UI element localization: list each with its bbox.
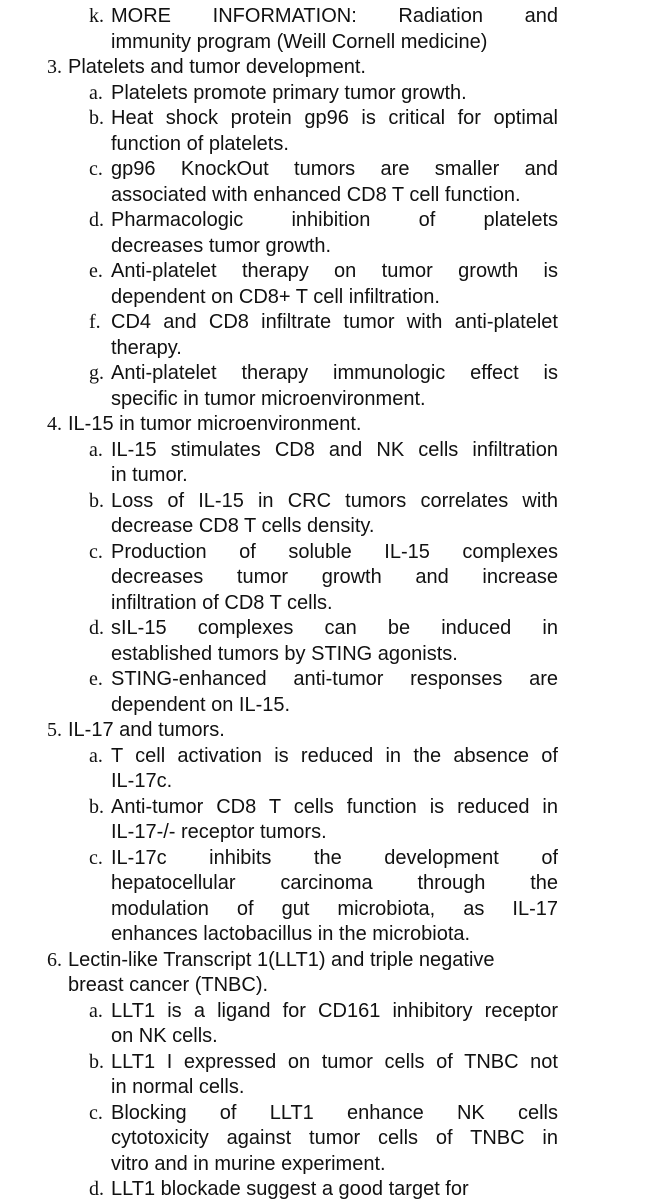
list-marker: g. bbox=[89, 362, 104, 384]
list-item-line: IL-17c. bbox=[111, 770, 173, 792]
list-item-line: LLT1 I expressed on tumor cells of TNBC not bbox=[111, 1050, 558, 1073]
list-marker: c. bbox=[89, 158, 103, 180]
list-item-line: immunity program (Weill Cornell medicine) bbox=[111, 30, 488, 53]
list-marker: c. bbox=[89, 1101, 103, 1124]
list-item-line: CD4 and CD8 infiltrate tumor with anti-platelet bbox=[111, 311, 558, 333]
list-item-line: IL-17-/- receptor tumors. bbox=[111, 821, 327, 843]
list-marker: k. bbox=[89, 5, 104, 27]
list-item-line: associated with enhanced CD8 T cell function. bbox=[111, 183, 521, 206]
list-item-line: Heat shock protein gp96 is critical for optimal bbox=[111, 107, 558, 129]
section-number: 3. bbox=[47, 56, 62, 78]
list-item-line: infiltration of CD8 T cells. bbox=[111, 591, 333, 614]
list-marker: b. bbox=[89, 489, 104, 512]
list-item-line: on NK cells. bbox=[111, 1025, 218, 1047]
list-item-line: in normal cells. bbox=[111, 1076, 245, 1098]
list-item-line: Anti-platelet therapy immunologic effect is bbox=[111, 362, 558, 384]
list-marker: a. bbox=[89, 81, 103, 104]
list-marker: a. bbox=[89, 744, 103, 767]
section-number: 4. bbox=[47, 413, 62, 435]
list-item-line: gp96 KnockOut tumors are smaller and bbox=[111, 158, 558, 180]
list-item-line: decreases tumor growth. bbox=[111, 234, 332, 257]
list-item-line: IL-15 stimulates CD8 and NK cells infiltration bbox=[111, 438, 558, 461]
list-item-line: Production of soluble IL-15 complexes bbox=[111, 540, 558, 563]
list-marker: d. bbox=[89, 1178, 104, 1200]
list-marker: e. bbox=[89, 260, 103, 282]
section-heading: Platelets and tumor development. bbox=[68, 56, 366, 78]
list-marker: d. bbox=[89, 209, 104, 231]
list-item-line: sIL-15 complexes can be induced in bbox=[111, 617, 558, 639]
list-item-line: dependent on CD8+ T cell infiltration. bbox=[111, 285, 440, 308]
list-item-line: LLT1 is a ligand for CD161 inhibitory receptor bbox=[111, 999, 558, 1022]
list-item-line: dependent on IL-15. bbox=[111, 693, 291, 716]
list-item-line: decreases tumor growth and increase bbox=[111, 566, 558, 588]
list-marker: a. bbox=[89, 438, 103, 461]
section-number: 6. bbox=[47, 948, 62, 971]
list-item-line: in tumor. bbox=[111, 464, 188, 486]
list-item-line: Anti-platelet therapy on tumor growth is bbox=[111, 260, 558, 282]
list-item-line: therapy. bbox=[111, 336, 182, 359]
list-item-line: MORE INFORMATION: Radiation and bbox=[111, 5, 558, 27]
list-marker: f. bbox=[89, 311, 101, 333]
list-marker: a. bbox=[89, 999, 103, 1022]
section-heading-continued: breast cancer (TNBC). bbox=[68, 974, 269, 996]
list-item-line: Pharmacologic inhibition of platelets bbox=[111, 209, 558, 231]
list-item-line: Platelets promote primary tumor growth. bbox=[111, 81, 467, 104]
list-item-line: STING-enhanced anti-tumor responses are bbox=[111, 668, 558, 690]
list-item-line: decrease CD8 T cells density. bbox=[111, 515, 375, 537]
list-marker: b. bbox=[89, 1050, 104, 1073]
list-marker: b. bbox=[89, 795, 104, 818]
list-item-line: cytotoxicity against tumor cells of TNBC in bbox=[111, 1127, 558, 1149]
list-marker: c. bbox=[89, 846, 103, 869]
list-item-line: enhances lactobacillus in the microbiota. bbox=[111, 923, 471, 945]
section-heading: Lectin-like Transcript 1(LLT1) and triple negative bbox=[68, 948, 495, 971]
list-item-line: LLT1 blockade suggest a good target for bbox=[111, 1178, 469, 1200]
list-item-line: specific in tumor microenvironment. bbox=[111, 387, 426, 410]
list-marker: c. bbox=[89, 540, 103, 563]
list-item-line: function of platelets. bbox=[111, 132, 289, 155]
list-item-line: Blocking of LLT1 enhance NK cells bbox=[111, 1101, 558, 1124]
list-item-line: T cell activation is reduced in the absence of bbox=[111, 744, 558, 767]
list-item-line: hepatocellular carcinoma through the bbox=[111, 872, 558, 894]
list-item-line: vitro and in murine experiment. bbox=[111, 1152, 386, 1175]
section-heading: IL-15 in tumor microenvironment. bbox=[68, 413, 362, 435]
list-item-line: modulation of gut microbiota, as IL-17 bbox=[111, 897, 558, 920]
section-heading: IL-17 and tumors. bbox=[68, 719, 225, 741]
list-item-line: Anti-tumor CD8 T cells function is reduced in bbox=[111, 795, 558, 818]
list-marker: e. bbox=[89, 668, 103, 690]
list-item-line: established tumors by STING agonists. bbox=[111, 642, 458, 665]
list-marker: d. bbox=[89, 617, 104, 639]
section-number: 5. bbox=[47, 719, 62, 741]
list-item-line: IL-17c inhibits the development of bbox=[111, 846, 558, 869]
list-item-line: Loss of IL-15 in CRC tumors correlates with bbox=[111, 489, 558, 512]
list-marker: b. bbox=[89, 107, 104, 129]
